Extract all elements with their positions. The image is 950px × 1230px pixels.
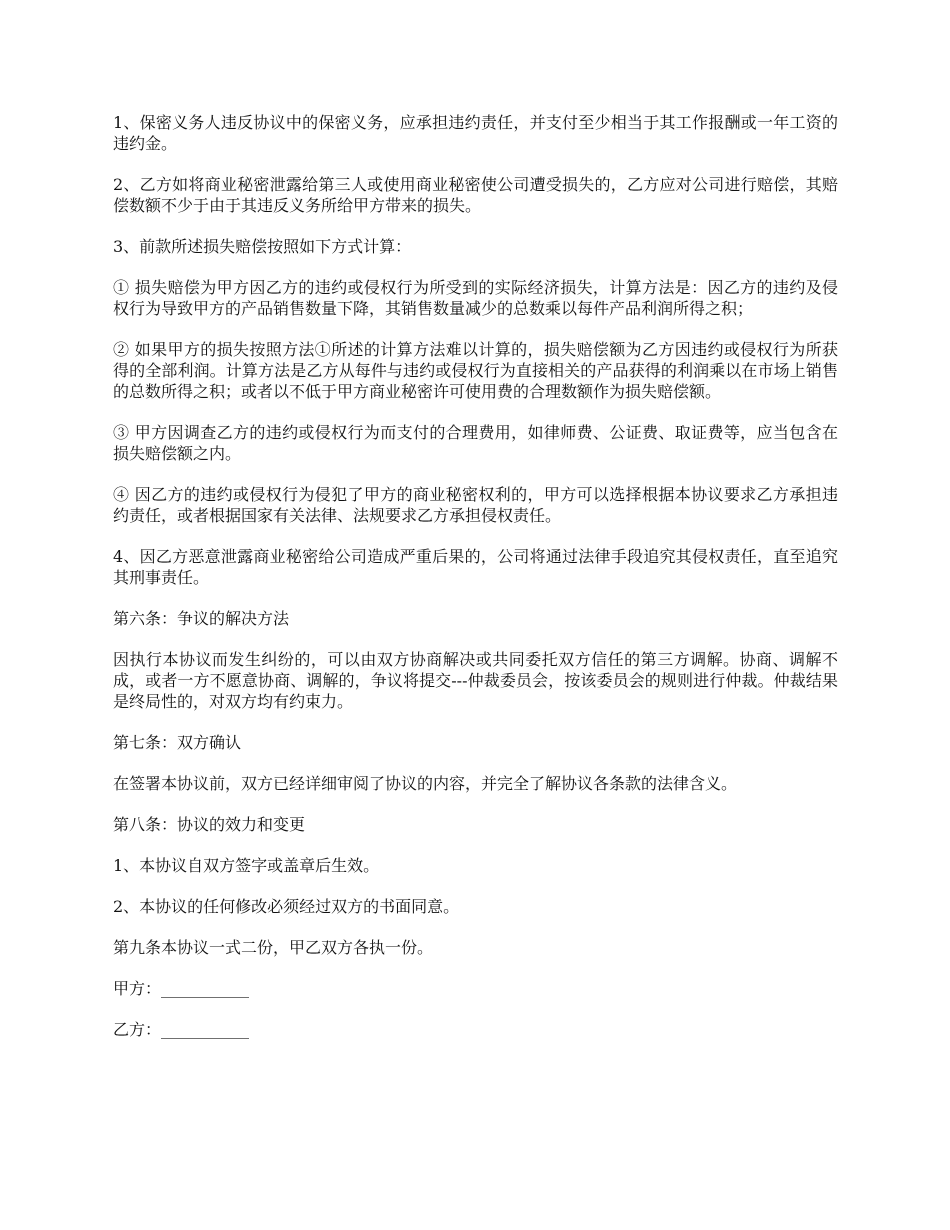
article-heading: 第六条：争议的解决方法 bbox=[113, 609, 290, 628]
party-b-signature-line: 乙方：___________ bbox=[113, 1020, 250, 1039]
clause-paragraph: ① 损失赔偿为甲方因乙方的违约或侵权行为所受到的实际经济损失，计算方法是：因乙方的违约及侵权行为导致甲方的产品销售数量下降，其销售数量减少的总数乘以每件产品利润所得之积； bbox=[113, 278, 838, 318]
clause-paragraph: 1、本协议自双方签字或盖章后生效。 bbox=[113, 856, 380, 875]
document-body bbox=[113, 112, 838, 1060]
clause-paragraph: ③ 甲方因调查乙方的违约或侵权行为而支付的合理费用，如律师费、公证费、取证费等，应当包含在损失赔偿额之内。 bbox=[113, 423, 838, 463]
article-heading: 第八条：协议的效力和变更 bbox=[113, 815, 306, 834]
clause-paragraph: 因执行本协议而发生纠纷的，可以由双方协商解决或共同委托双方信任的第三方调解。协商、调解不成，或者一方不愿意协商、调解的，争议将提交---仲裁委员会，按该委员会的规则进行仲裁。仲裁结果是终局性的，对双方均有约束力。 bbox=[113, 650, 838, 711]
clause-paragraph: 第九条本协议一式二份，甲乙双方各执一份。 bbox=[113, 938, 434, 957]
clause-paragraph: 2、乙方如将商业秘密泄露给第三人或使用商业秘密使公司遭受损失的，乙方应对公司进行赔偿，其赔偿数额不少于由于其违反义务所给甲方带来的损失。 bbox=[113, 175, 838, 215]
clause-paragraph: 1、保密义务人违反协议中的保密义务，应承担违约责任，并支付至少相当于其工作报酬或一年工资的违约金。 bbox=[113, 113, 838, 153]
article-heading: 第七条：双方确认 bbox=[113, 733, 242, 752]
clause-paragraph: ② 如果甲方的损失按照方法①所述的计算方法难以计算的，损失赔偿额为乙方因违约或侵权行为所获得的全部利润。计算方法是乙方从每件与违约或侵权行为直接相关的产品获得的利润乘以在市场上销售的总数所得之积；或者以不低于甲方商业秘密许可使用费的合理数额作为损失赔偿额。 bbox=[113, 340, 838, 401]
clause-paragraph: 2、本协议的任何修改必须经过双方的书面同意。 bbox=[113, 897, 460, 916]
clause-paragraph: 3、前款所述损失赔偿按照如下方式计算： bbox=[113, 237, 412, 256]
clause-paragraph: 在签署本协议前，双方已经详细审阅了协议的内容，并完全了解协议各条款的法律含义。 bbox=[113, 774, 738, 793]
clause-paragraph: ④ 因乙方的违约或侵权行为侵犯了甲方的商业秘密权利的，甲方可以选择根据本协议要求乙方承担违约责任，或者根据国家有关法律、法规要求乙方承担侵权责任。 bbox=[113, 485, 838, 525]
party-a-signature-line: 甲方：___________ bbox=[113, 979, 250, 998]
clause-paragraph: 4、因乙方恶意泄露商业秘密给公司造成严重后果的，公司将通过法律手段追究其侵权责任，直至追究其刑事责任。 bbox=[113, 547, 838, 587]
